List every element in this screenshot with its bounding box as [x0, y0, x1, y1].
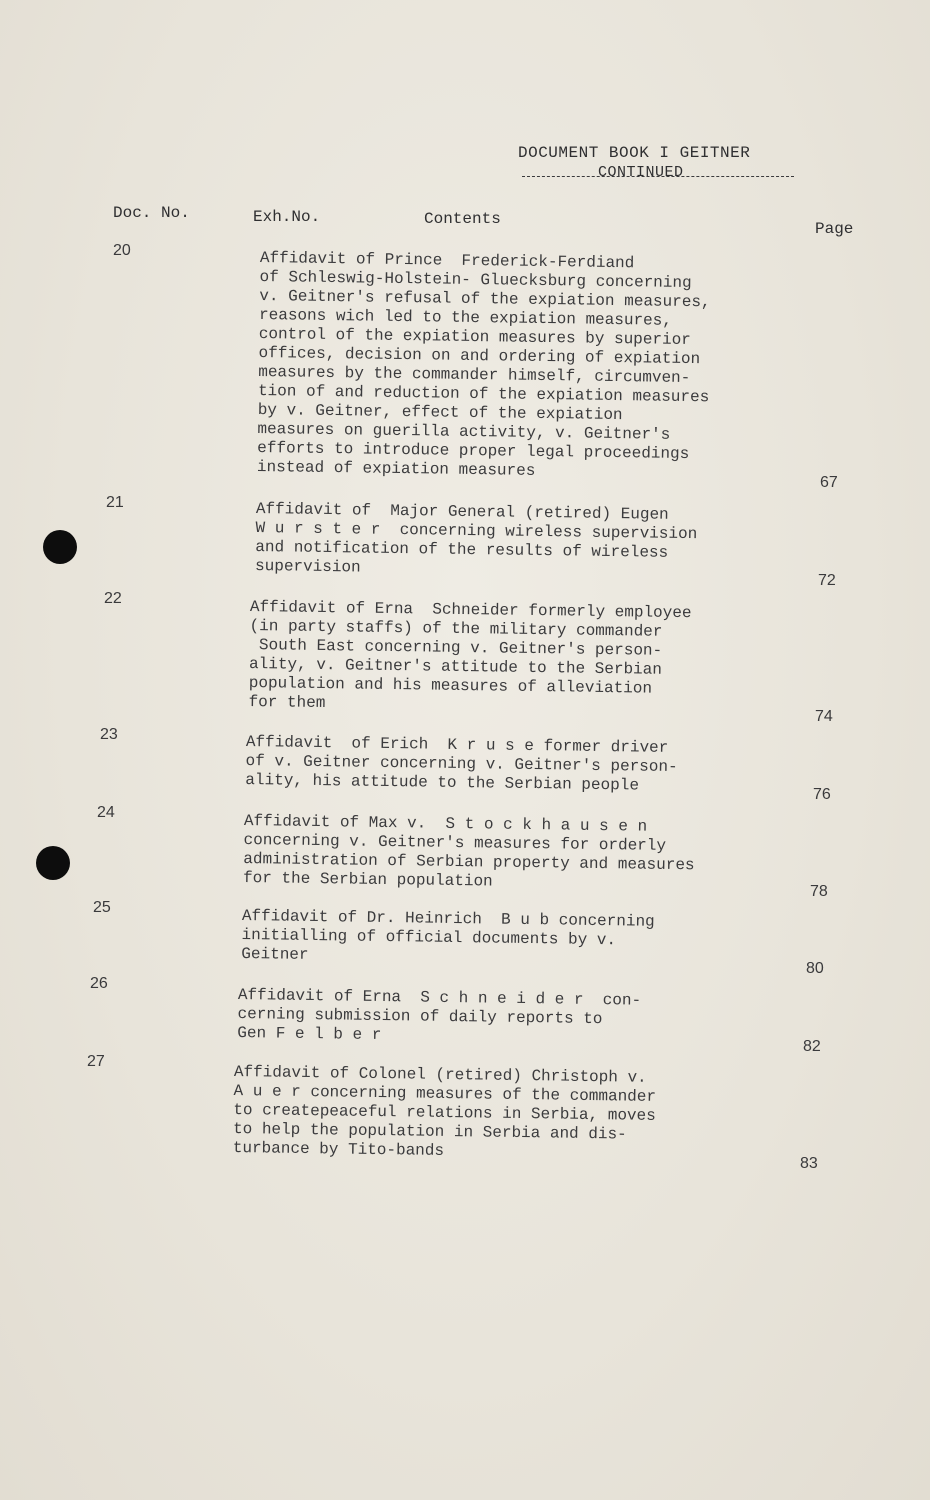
punch-hole-bottom — [36, 846, 70, 880]
entry-doc-no: 23 — [100, 726, 118, 743]
entry-page: 80 — [806, 960, 824, 977]
column-header-page: Page — [815, 220, 854, 238]
entry-page: 82 — [803, 1038, 821, 1055]
entry-contents: Affidavit of Erna Schneider formerly employee (in party staffs) of the military commander South East concerning v. Geitner's person- ality, v. Geitner's attitude to the Serbian population and his measures of alleviation for them — [248, 598, 692, 713]
column-header-doc-no: Doc. No. — [113, 204, 190, 222]
column-header-exh-no: Exh.No. — [253, 208, 321, 226]
entry-contents: Affidavit of Prince Frederick-Ferdiand of Schleswig-Holstein- Gluecksburg concerning v. Geitner's refusal of the expiation measures, reasons wich led to the expiation measures, control of the expiation measures by superior offices, decision on and ordering of expiation measures by the commander himself, circumven- tion of and reduction of the expiation measures by v. Geitner, effect of the expiation measures on guerilla activity, v. Geitner's efforts to introduce proper legal proceedings instead of expiation measures — [256, 249, 711, 480]
entry-contents: Affidavit of Max v. S t o c k h a u s e n concerning v. Geitner's measures for orderly administration of Serbian property and measures for the Serbian population — [242, 812, 695, 891]
header-divider — [522, 176, 794, 177]
entry-page: 78 — [810, 883, 828, 900]
entry-contents: Affidavit of Dr. Heinrich B u b concerning initialling of official documents by v. Geitner — [241, 907, 655, 964]
entry-page: 72 — [818, 572, 836, 589]
entry-contents: Affidavit of Major General (retired) Eugen W u r s t e r concerning wireless supervision and notification of the results of wireless supervision — [254, 500, 698, 577]
entry-doc-no: 20 — [113, 242, 131, 259]
entry-contents: Affidavit of Erna S c h n e i d e r con- cerning submission of daily reports to Gen F e l b e r — [237, 986, 642, 1045]
entry-doc-no: 27 — [87, 1053, 105, 1070]
entry-doc-no: 22 — [104, 590, 122, 607]
entry-doc-no: 26 — [90, 975, 108, 992]
punch-hole-top — [43, 530, 77, 564]
entry-doc-no: 21 — [106, 494, 124, 511]
document-subtitle: CONTINUED — [598, 164, 684, 181]
entry-doc-no: 24 — [97, 804, 115, 821]
entry-page: 74 — [815, 708, 833, 725]
entry-page: 76 — [813, 786, 831, 803]
entry-page: 83 — [800, 1155, 818, 1172]
document-title: DOCUMENT BOOK I GEITNER — [518, 144, 751, 162]
entry-contents: Affidavit of Colonel (retired) Christoph v. A u e r concerning measures of the commander to createpeaceful relations in Serbia, moves to help the population in Serbia and dis- turbance by Tito-bands — [232, 1063, 657, 1160]
entry-contents: Affidavit of Erich K r u s e former driver of v. Geitner concerning v. Geitner's person- ality, his attitude to the Serbian people — [245, 733, 678, 795]
entry-doc-no: 25 — [93, 899, 111, 916]
entry-page: 67 — [820, 474, 838, 491]
column-header-contents: Contents — [424, 210, 501, 228]
